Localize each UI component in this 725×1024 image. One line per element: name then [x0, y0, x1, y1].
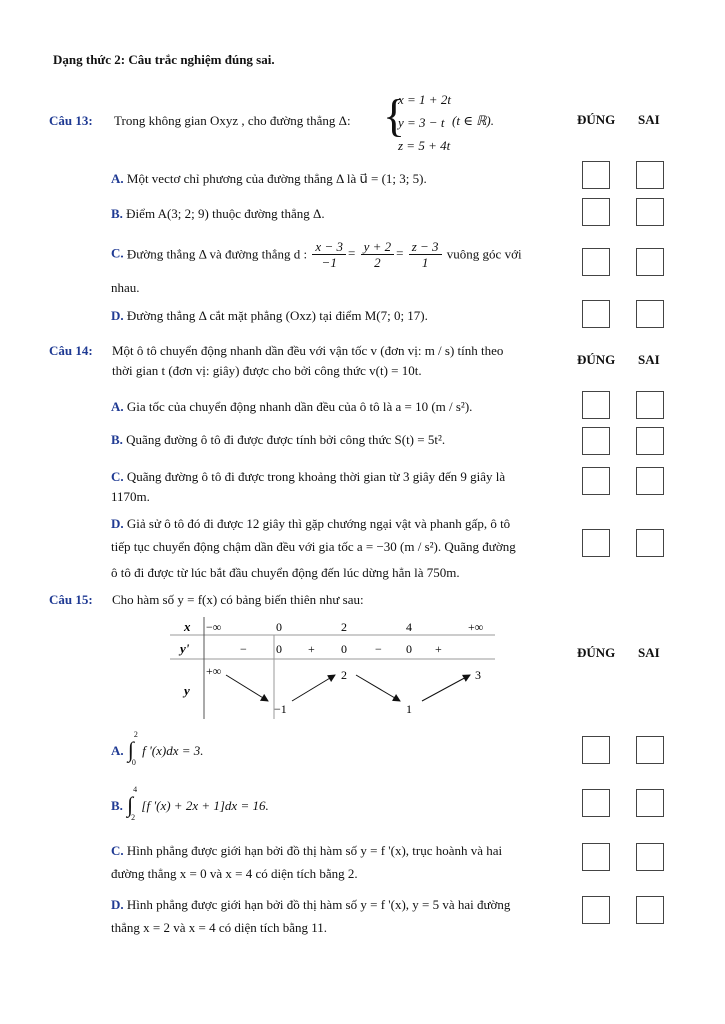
- q15-label: Câu 15:: [49, 592, 93, 607]
- q13-d-false-checkbox[interactable]: [636, 300, 664, 328]
- q13-option-c: C. Đường thẳng Δ và đường thẳng d : $\frac{x - 3}{-1}$ = $\frac{y + 2}{2}$ = $\frac{z - 3}{1}$ vuông góc với: [111, 239, 522, 270]
- table-y-4: 3: [475, 668, 481, 682]
- table-y-3: 1: [406, 702, 412, 716]
- table-sign-1: 0: [276, 642, 282, 656]
- q15-option-c: C. Hình phẳng được giới hạn bởi đồ thị hàm số y = f '(x), trục hoành và hai: [111, 843, 503, 858]
- q13-domain: (t ∈ ℝ).: [452, 113, 494, 128]
- table-y-2: 2: [341, 668, 347, 682]
- q15-stem: Cho hàm số y = f(x) có bảng biến thiên như sau:: [112, 592, 364, 607]
- q13-d-true-checkbox[interactable]: [582, 300, 610, 328]
- q15-a-true-checkbox[interactable]: [582, 736, 610, 764]
- variation-table: [170, 615, 500, 720]
- q15-d-true-checkbox[interactable]: [582, 896, 610, 924]
- q13-option-c-cont: nhau.: [111, 280, 140, 295]
- table-y-1: −1: [274, 702, 287, 716]
- q15-option-a: A. 2 ∫ 0 f '(x)dx = 3.: [111, 730, 204, 767]
- q14-a-false-checkbox[interactable]: [636, 391, 664, 419]
- q14-label: Câu 14:: [49, 343, 93, 358]
- table-sign-0: −: [240, 642, 247, 656]
- q14-b-false-checkbox[interactable]: [636, 427, 664, 455]
- section-heading: Dạng thức 2: Câu trắc nghiệm đúng sai.: [53, 52, 275, 67]
- q13-b-true-checkbox[interactable]: [582, 198, 610, 226]
- q13-true-header: ĐÚNG: [577, 112, 616, 127]
- q15-c-true-checkbox[interactable]: [582, 843, 610, 871]
- q13-stem: Trong không gian Oxyz , cho đường thẳng Δ:: [114, 113, 351, 128]
- table-sign-2: +: [308, 642, 315, 656]
- table-sign-5: 0: [406, 642, 412, 656]
- arrow-down-2: [356, 675, 400, 701]
- q15-a-false-checkbox[interactable]: [636, 736, 664, 764]
- table-y-label: y: [184, 683, 190, 698]
- q14-option-c-cont: 1170m.: [111, 489, 150, 504]
- table-x-0: −∞: [206, 620, 222, 634]
- q14-b-true-checkbox[interactable]: [582, 427, 610, 455]
- q14-c-false-checkbox[interactable]: [636, 467, 664, 495]
- q13-a-true-checkbox[interactable]: [582, 161, 610, 189]
- q13-option-b: B. Điểm A(3; 2; 9) thuộc đường thẳng Δ.: [111, 206, 325, 221]
- q13-option-a: A. Một vectơ chỉ phương của đường thẳng Δ là u⃗ = (1; 3; 5).: [111, 171, 427, 186]
- q13-c-false-checkbox[interactable]: [636, 248, 664, 276]
- q15-d-false-checkbox[interactable]: [636, 896, 664, 924]
- q13-eq-y: y = 3 − t: [398, 115, 445, 130]
- table-x-label: x: [184, 619, 191, 634]
- table-sign-3: 0: [341, 642, 347, 656]
- q14-false-header: SAI: [638, 352, 660, 367]
- q15-option-d: D. Hình phẳng được giới hạn bởi đồ thị hàm số y = f '(x), y = 5 và hai đường: [111, 897, 511, 912]
- table-sign-4: −: [375, 642, 382, 656]
- q13-false-header: SAI: [638, 112, 660, 127]
- table-yp-label: y': [180, 641, 190, 656]
- q14-stem-line1: Một ô tô chuyển động nhanh dần đều với vận tốc v (đơn vị: m / s) tính theo: [112, 343, 504, 358]
- q14-stem-line2: thời gian t (đơn vị: giây) được cho bởi công thức v(t) = 10t.: [112, 363, 422, 378]
- table-y-0: +∞: [206, 664, 222, 678]
- q13-eq-x: x = 1 + 2t: [398, 92, 451, 107]
- q15-b-false-checkbox[interactable]: [636, 789, 664, 817]
- q14-option-d-cont2: ô tô đi được từ lúc bắt đầu chuyển động đến lúc dừng hẳn là 750m.: [111, 565, 460, 580]
- q15-false-header: SAI: [638, 645, 660, 660]
- table-x-4: +∞: [468, 620, 484, 634]
- q14-d-false-checkbox[interactable]: [636, 529, 664, 557]
- q13-eq-z: z = 5 + 4t: [398, 138, 451, 153]
- q14-option-a: A. Gia tốc của chuyển động nhanh dần đều của ô tô là a = 10 (m / s²).: [111, 399, 473, 414]
- q14-option-d-cont1: tiếp tục chuyển động chậm dần đều với gia tốc a = −30 (m / s²). Quãng đường: [111, 539, 516, 554]
- q13-system: [398, 88, 451, 157]
- q14-option-c: C. Quãng đường ô tô đi được trong khoảng thời gian từ 3 giây đến 9 giây là: [111, 469, 506, 484]
- arrow-up-1: [292, 675, 335, 701]
- arrow-up-2: [422, 675, 470, 701]
- q14-a-true-checkbox[interactable]: [582, 391, 610, 419]
- q14-true-header: ĐÚNG: [577, 352, 616, 367]
- q13-a-false-checkbox[interactable]: [636, 161, 664, 189]
- q15-true-header: ĐÚNG: [577, 645, 616, 660]
- q13-c-true-checkbox[interactable]: [582, 248, 610, 276]
- q15-option-d-cont: thẳng x = 2 và x = 4 có diện tích bằng 11.: [111, 920, 327, 935]
- arrow-down-1: [226, 675, 268, 701]
- table-x-3: 4: [406, 620, 412, 634]
- q13-option-d: D. Đường thẳng Δ cắt mặt phẳng (Oxz) tại điểm M(7; 0; 17).: [111, 308, 428, 323]
- q15-option-b: B. 4 ∫ 2 [f '(x) + 2x + 1]dx = 16.: [111, 785, 269, 822]
- q15-b-true-checkbox[interactable]: [582, 789, 610, 817]
- table-sign-6: +: [435, 642, 442, 656]
- table-x-1: 0: [276, 620, 282, 634]
- q13-label: Câu 13:: [49, 113, 93, 128]
- q15-c-false-checkbox[interactable]: [636, 843, 664, 871]
- q14-option-d: D. Giả sử ô tô đó đi được 12 giây thì gặp chướng ngại vật và phanh gấp, ô tô: [111, 516, 511, 531]
- q13-b-false-checkbox[interactable]: [636, 198, 664, 226]
- q13-brace: {: [383, 90, 406, 141]
- q14-c-true-checkbox[interactable]: [582, 467, 610, 495]
- q14-option-b: B. Quãng đường ô tô đi được được tính bởi công thức S(t) = 5t².: [111, 432, 446, 447]
- q14-d-true-checkbox[interactable]: [582, 529, 610, 557]
- table-x-2: 2: [341, 620, 347, 634]
- q15-option-c-cont: đường thẳng x = 0 và x = 4 có diện tích bằng 2.: [111, 866, 358, 881]
